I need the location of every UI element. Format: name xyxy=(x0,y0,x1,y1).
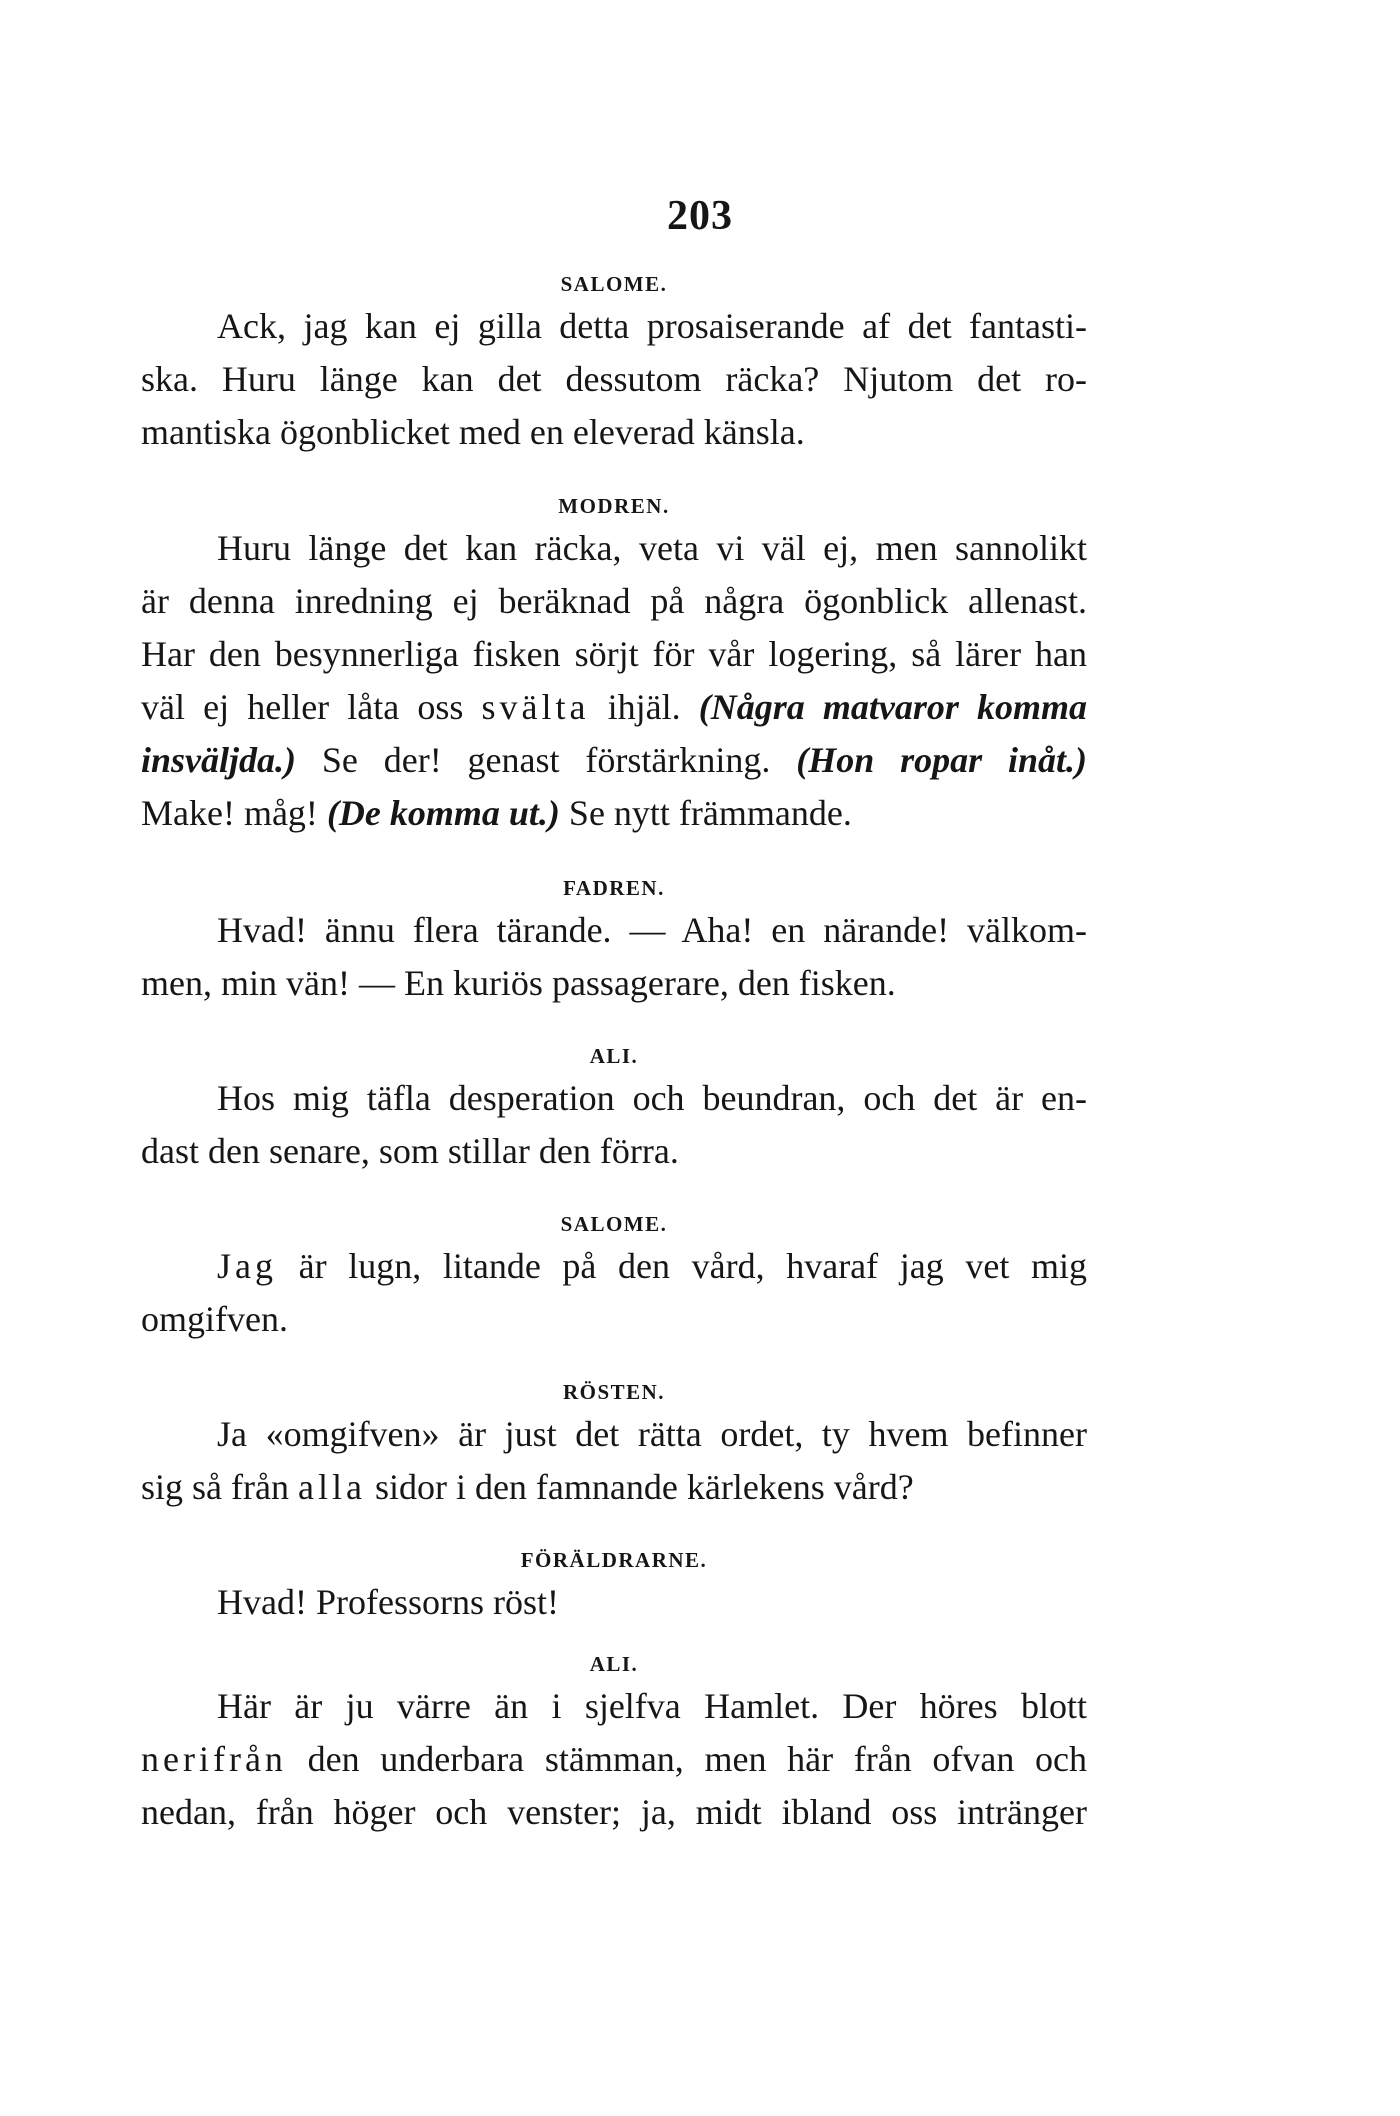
text-segment: Se nytt främmande. xyxy=(559,793,852,833)
speech-ali-2 xyxy=(141,1648,1087,1839)
stage-direction: (Några matvaror komma xyxy=(698,687,1087,727)
text-line: nedan, från höger och venster; ja, midt ibland oss intränger xyxy=(141,1792,1087,1832)
text-line xyxy=(141,1240,1087,1293)
text-line xyxy=(141,1733,1087,1786)
text-segment: sidor i den famnande kärlekens vård? xyxy=(365,1467,914,1507)
text-line: Ack, jag kan ej gilla detta prosaiserande af det fantasti- xyxy=(217,306,1087,346)
stage-direction: (De komma ut.) xyxy=(326,793,560,833)
text-line: Hvad! Professorns röst! xyxy=(217,1582,559,1622)
page-number: 203 xyxy=(667,193,733,239)
speaker-name: SALOME. xyxy=(560,1212,668,1236)
text-line: ska. Huru länge kan det dessutom räcka? Njutom det ro- xyxy=(141,359,1087,399)
speech-ali-1 xyxy=(141,1040,1087,1178)
text-line: Ja «omgifven» är just det rätta ordet, ty hvem befinner xyxy=(217,1414,1087,1454)
text-segment: väl ej heller låta oss xyxy=(141,687,482,727)
text-line: men, min vän! — En kuriös passagerare, den fisken. xyxy=(141,963,896,1003)
speaker-name: ALI. xyxy=(589,1652,639,1676)
speaker-name: RÖSTEN. xyxy=(562,1380,666,1404)
text-line: är denna inredning ej beräknad på några ögonblick allenast. xyxy=(141,581,1087,621)
stage-direction: insväljda.) xyxy=(141,740,297,780)
spaced-emphasis: nerifrån xyxy=(141,1739,287,1779)
stage-direction: (Hon ropar inåt.) xyxy=(796,740,1087,780)
speaker-name: MODREN. xyxy=(558,494,670,518)
text-line: omgifven. xyxy=(141,1299,288,1339)
text-segment: den underbara stämman, men här från ofvan och xyxy=(286,1739,1087,1779)
text-segment: sig så från xyxy=(141,1467,298,1507)
spaced-emphasis: alla xyxy=(297,1467,366,1507)
speech-salome-1 xyxy=(141,268,1087,459)
spaced-emphasis: svälta xyxy=(481,687,590,727)
text-segment: Make! måg! xyxy=(141,793,327,833)
text-line: Hos mig täfla desperation och beundran, och det är en- xyxy=(217,1078,1087,1118)
text-line: Hvad! ännu flera tärande. — Aha! en närande! välkom- xyxy=(217,910,1087,950)
text-line xyxy=(141,787,1087,840)
text-line: Här är ju värre än i sjelfva Hamlet. Der höres blott xyxy=(217,1686,1087,1726)
text-segment: är lugn, litande på den vård, hvaraf jag vet mig xyxy=(277,1246,1087,1286)
text-line: mantiska ögonblicket med en eleverad känsla. xyxy=(141,412,805,452)
speech-rosten xyxy=(141,1376,1087,1514)
text-line: Har den besynnerliga fisken sörjt för vår logering, så lärer han xyxy=(141,634,1087,674)
text-line xyxy=(141,1461,1087,1514)
speech-modren xyxy=(141,490,1087,840)
speech-fadren xyxy=(141,872,1087,1010)
speaker-name: FADREN. xyxy=(563,876,665,900)
text-line xyxy=(141,734,1087,787)
text-line xyxy=(141,681,1087,734)
text-line: Huru länge det kan räcka, veta vi väl ej, men sannolikt xyxy=(217,528,1087,568)
speech-foraldrarne xyxy=(141,1544,1087,1629)
text-line: dast den senare, som stillar den förra. xyxy=(141,1131,679,1171)
spaced-emphasis: Jag xyxy=(217,1246,277,1286)
speaker-name: FÖRÄLDRARNE. xyxy=(520,1548,708,1572)
speaker-name: SALOME. xyxy=(560,272,668,296)
text-segment: ihjäl. xyxy=(589,687,699,727)
speaker-name: ALI. xyxy=(589,1044,639,1068)
text-segment: Se der! genast förstärkning. xyxy=(296,740,797,780)
speech-salome-2 xyxy=(141,1208,1087,1346)
